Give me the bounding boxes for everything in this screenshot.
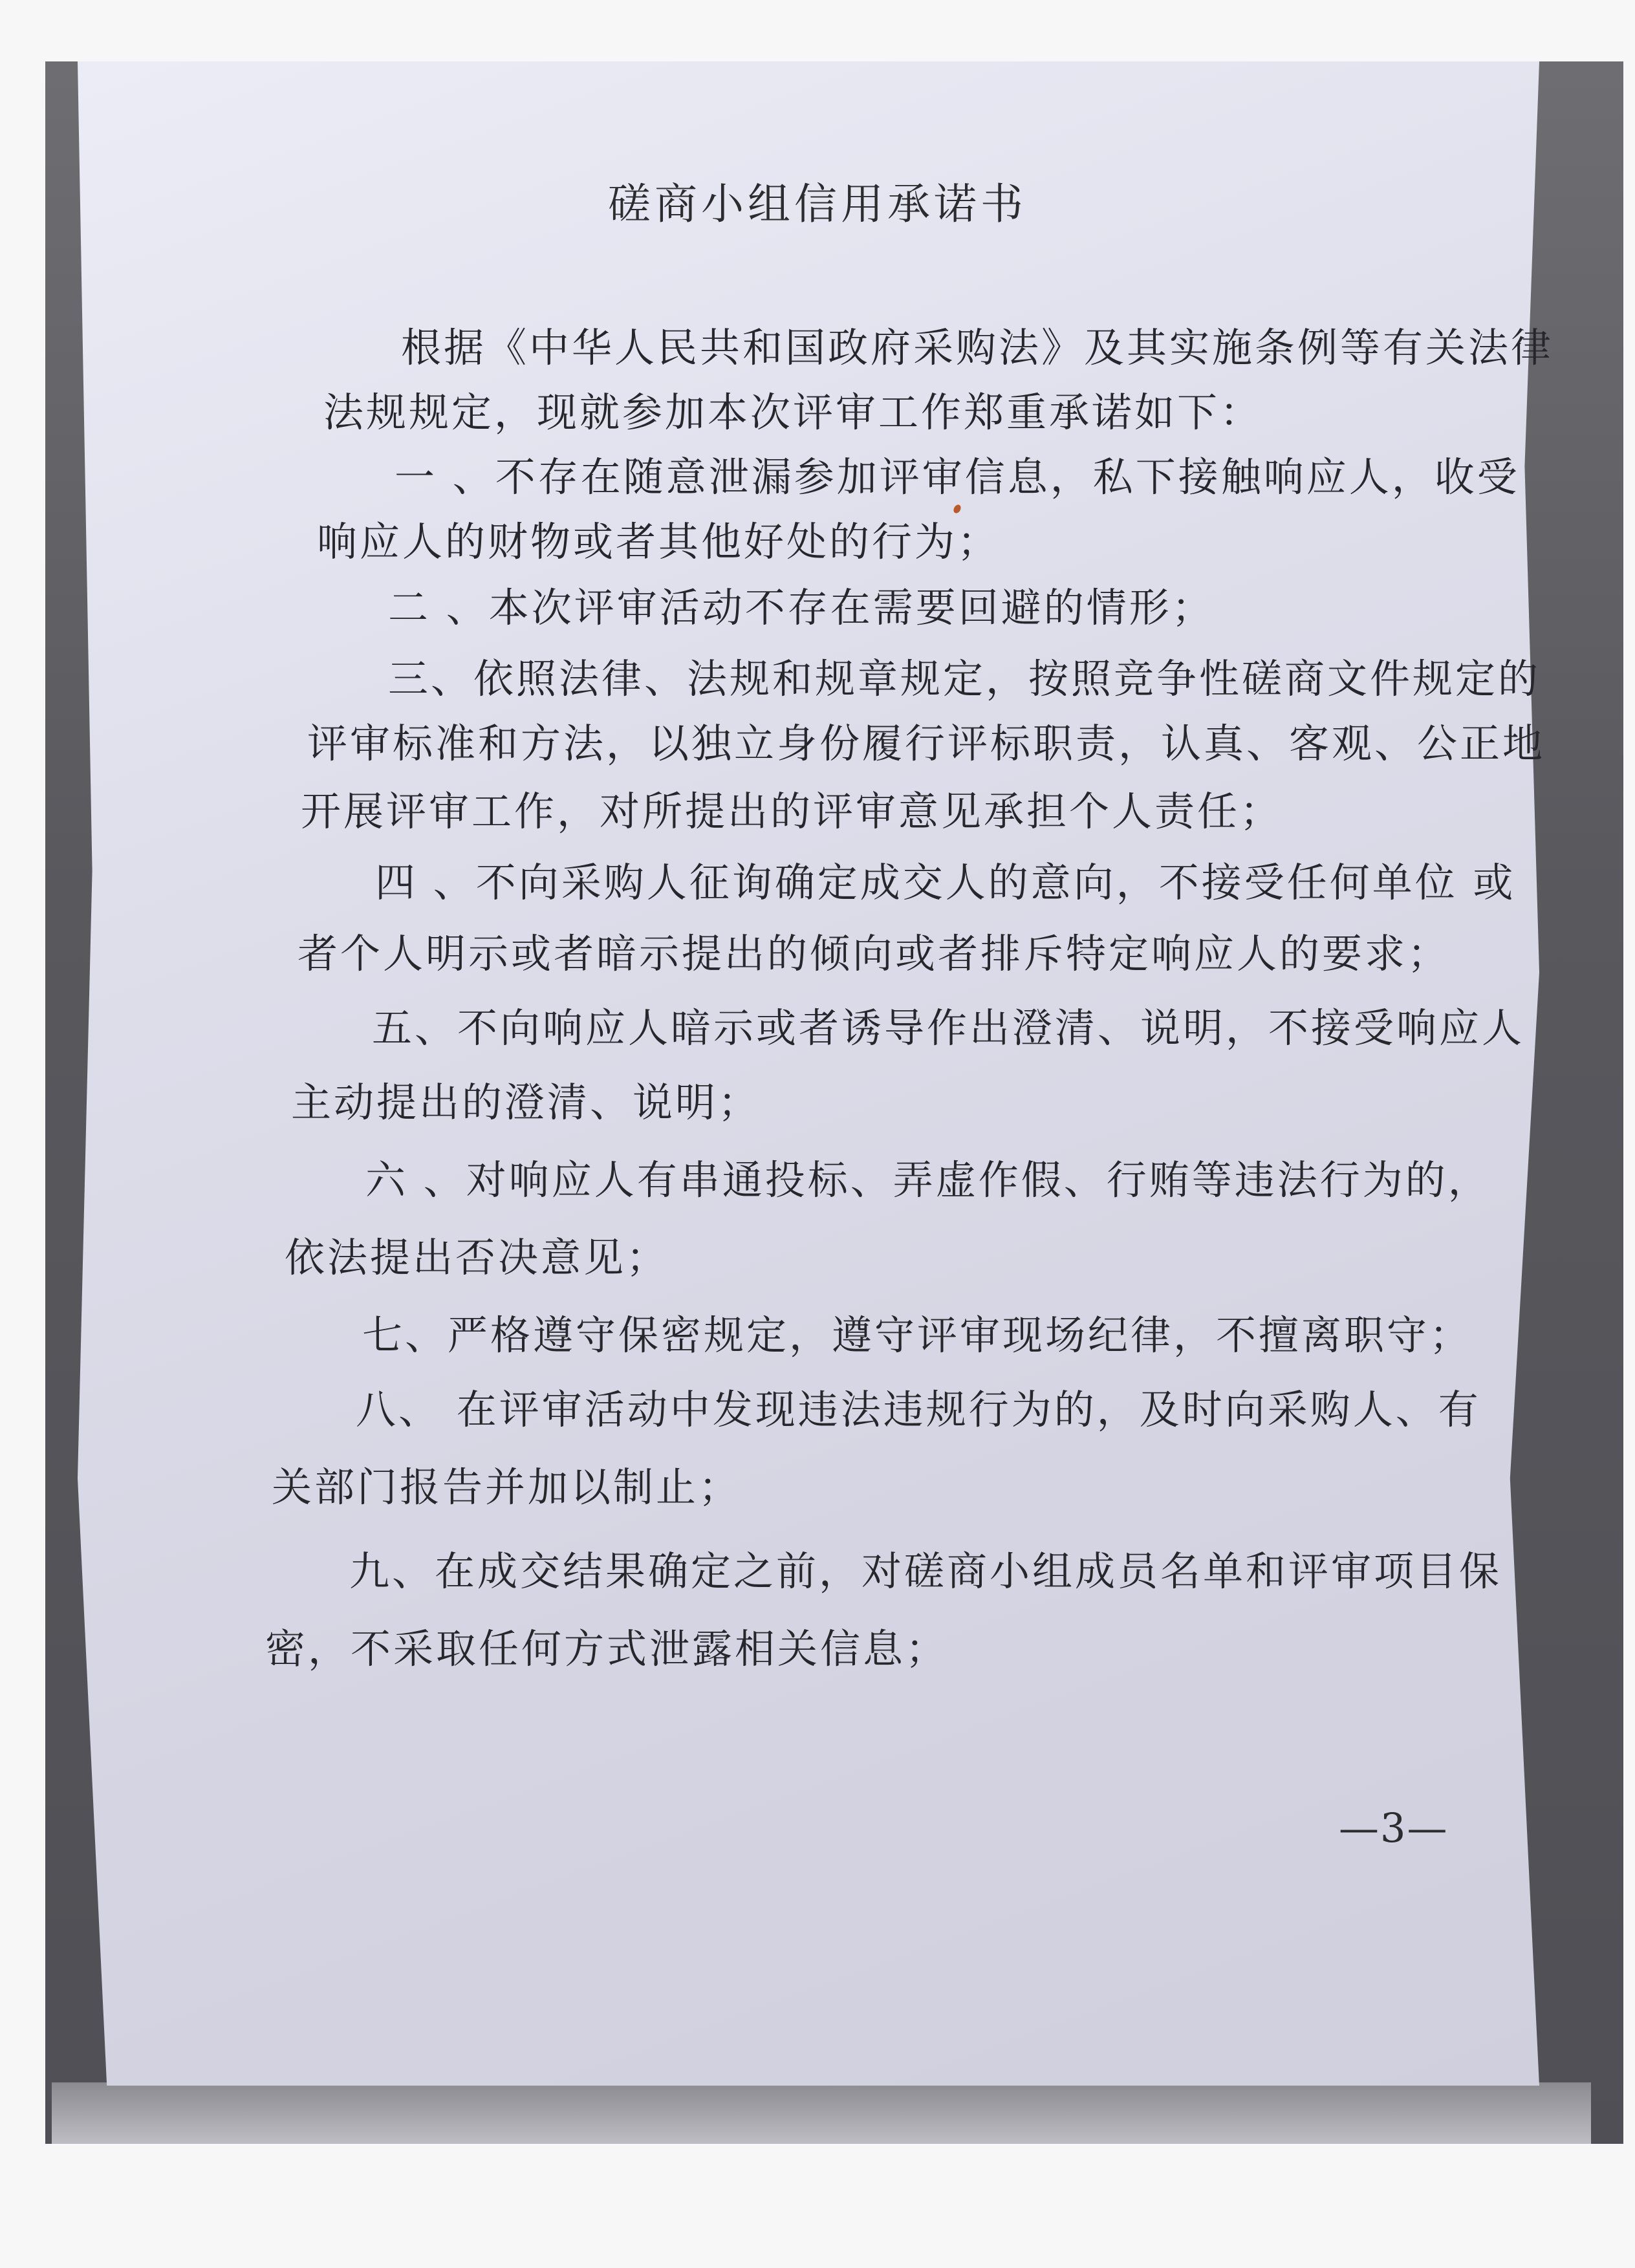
body-line-18: 九、在成交结果确定之前，对磋商小组成员名单和评审项目保 [349, 1548, 1502, 1595]
body-line-2: 法规规定，现就参加本次评审工作郑重承诺如下： [323, 389, 1263, 436]
body-line-3: 一 、不存在随意泄漏参加评审信息，私下接触响应人，收受 [395, 453, 1520, 501]
body-line-5: 二 、本次评审活动不存在需要回避的情形； [388, 584, 1215, 631]
document-title: 磋商小组信用承诺书 [608, 179, 1027, 229]
body-line-10: 者个人明示或者暗示提出的倾向或者排斥特定响应人的要求； [298, 930, 1451, 977]
body-line-14: 依法提出否决意见； [285, 1234, 669, 1281]
body-line-12: 主动提出的澄清、说明； [291, 1079, 761, 1126]
body-line-13: 六 、对响应人有串通投标、弄虚作假、行贿等违法行为的， [365, 1156, 1491, 1204]
body-line-17: 关部门报告并加以制止； [272, 1463, 742, 1511]
body-line-7: 评审标准和方法，以独立身份履行评标职责，认真、客观、公正地 [307, 720, 1546, 767]
body-line-4: 响应人的财物或者其他好处的行为； [317, 518, 1001, 565]
body-line-15: 七、严格遵守保密规定，遵守评审现场纪律，不擅离职守； [362, 1312, 1473, 1359]
body-line-6: 三、依照法律、法规和规章规定，按照竞争性磋商文件规定的 [388, 655, 1541, 702]
body-line-1: 根据《中华人民共和国政府采购法》及其实施条例等有关法律 [401, 324, 1554, 371]
paper-bottom-edge [52, 2082, 1591, 2144]
body-line-11: 五、不向响应人暗示或者诱导作出澄清、说明，不接受响应人 [372, 1004, 1525, 1052]
body-line-16: 八、 在评审活动中发现违法违规行为的，及时向采购人、有 [356, 1386, 1481, 1433]
body-line-9: 四 、不向采购人征询确定成交人的意向，不接受任何单位 或 [375, 859, 1516, 906]
page-number: —3— [1339, 1804, 1449, 1852]
body-line-8: 开展评审工作，对所提出的评审意见承担个人责任； [301, 788, 1283, 835]
body-line-19: 密，不采取任何方式泄露相关信息； [265, 1625, 949, 1672]
